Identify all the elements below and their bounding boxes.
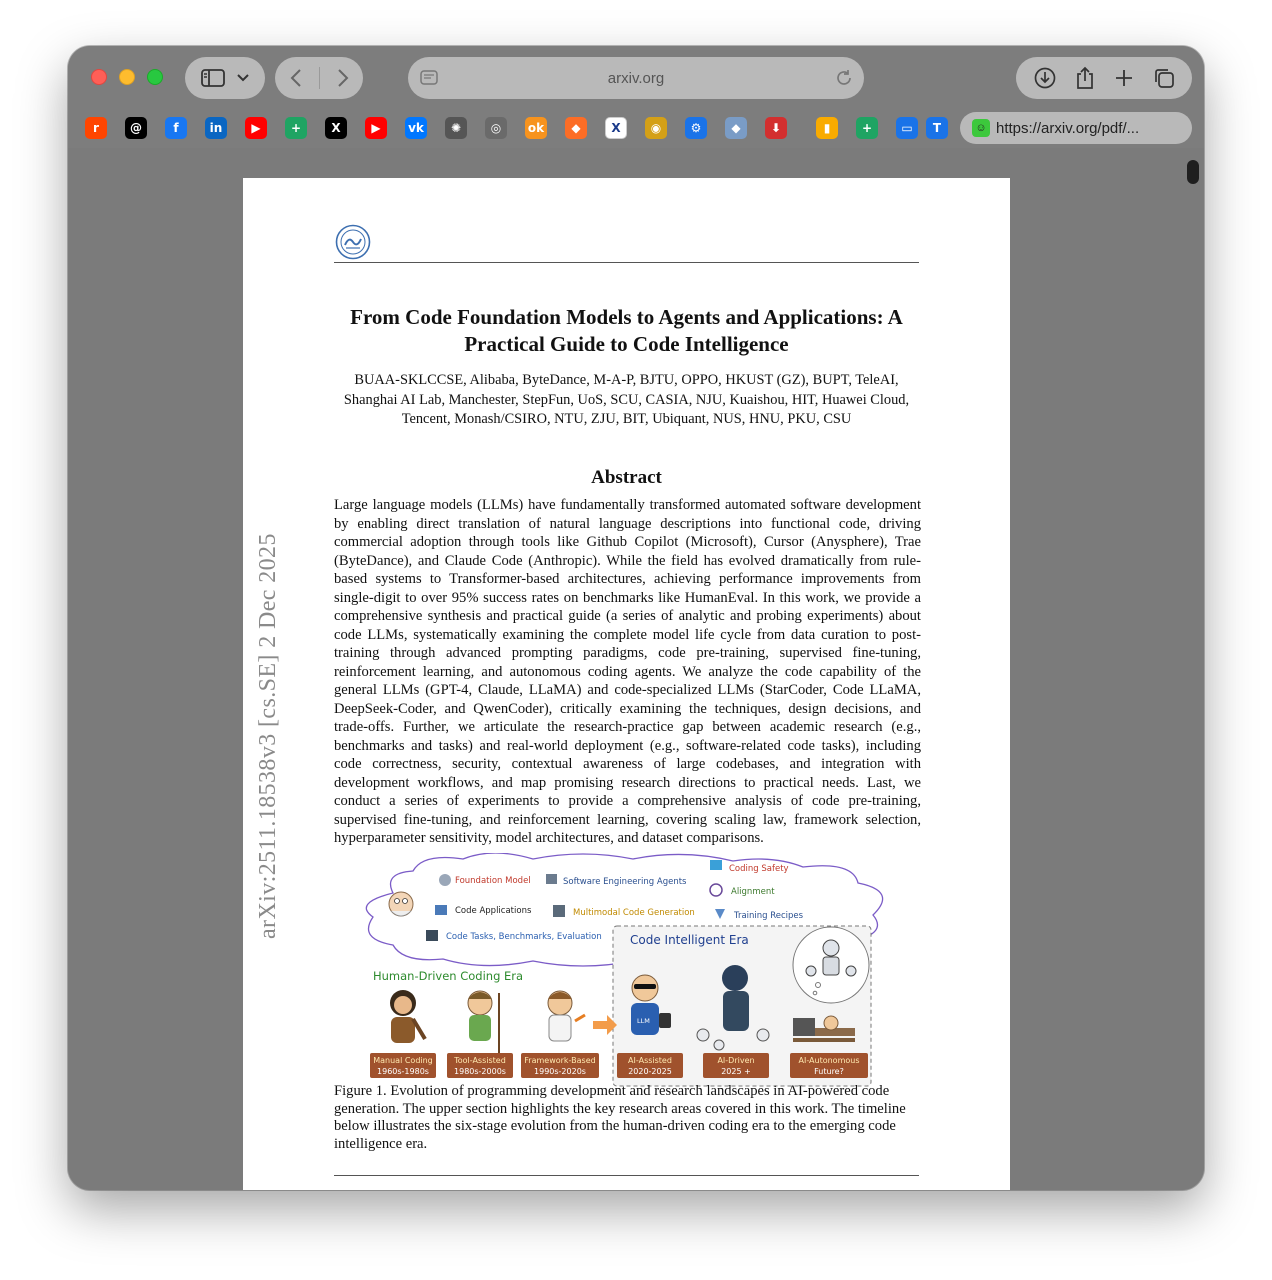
swe-agents-icon	[546, 874, 557, 884]
bookmark-typora-icon[interactable]: T	[926, 117, 948, 139]
stage-years-ai-driven: 2025 +	[721, 1067, 751, 1076]
bookmark-add-sheet-2-icon[interactable]: +	[856, 117, 878, 139]
bookmark-vk-icon[interactable]: vk	[405, 117, 427, 139]
address-text[interactable]: arxiv.org	[607, 69, 665, 87]
active-tab[interactable]	[960, 112, 1192, 144]
stage-years-manual-coding: 1960s-1980s	[377, 1067, 429, 1076]
code-applications-icon	[435, 905, 447, 915]
code-tasks-label: Code Tasks, Benchmarks, Evaluation	[446, 932, 602, 942]
stage-name-ai-autonomous: AI-Autonomous	[798, 1056, 860, 1065]
paper-authors: BUAA-SKLCCSE, Alibaba, ByteDance, M-A-P, BJTU, OPPO, HKUST (GZ), BUPT, TeleAI, Shanghai AI Lab, Manchester, StepFun, UoS, SCU, CASIA, NJU, Kuaishou, HIT, Huawei Cloud, Tencent, Monash/CSIRO, NTU, ZJU, BIT, Ubiquant, NUS, HNU, PKU, CSU	[343, 372, 910, 427]
chevron-down-icon[interactable]	[236, 73, 250, 83]
llm-badge: LLM	[637, 1017, 650, 1025]
bookmark-threads-icon[interactable]: @	[125, 117, 147, 139]
reader-icon[interactable]	[420, 69, 438, 87]
bookmark-facebook-icon[interactable]: f	[165, 117, 187, 139]
bookmark-settings-icon[interactable]: ⚙	[685, 117, 707, 139]
nav-divider	[319, 67, 320, 89]
stage-years-ai-autonomous: Future?	[814, 1067, 844, 1076]
bookmark-linkedin-icon[interactable]: in	[205, 117, 227, 139]
tab-overview-icon[interactable]	[1153, 67, 1175, 89]
tool-assisted-coder	[468, 991, 499, 1053]
multimodal-icon	[553, 905, 565, 917]
bookmark-compass-icon[interactable]: ◎	[485, 117, 507, 139]
abstract-body: Large language models (LLMs) have fundamentally transformed automated software development by enabling direct translation of natural language descriptions into functional code, driving commercial adoption through tools like Github Copilot (Microsoft), Cursor (Anysphere), Trae (ByteDance), and Claude Code (Anthropic). While the field has evolved dramatically from rule-based systems to Transformer-based architectures, achieving performance improvements from single-digit to over 95% success rates on benchmarks like HumanEval. In this work, we provide a comprehensive synthesis and practical guide (a series of analytic and probing experiments) about code LLMs, systematically examining the complete model life cycle from data curation to post-training through advanced prompting paradigms, code pre-training, supervised fine-tuning, reinforcement learning, and autonomous coding agents. We analyze the code capability of the general LLMs (GPT-4, Claude, LLaMA) and code-specialized LLMs (StarCoder, Code LLaMA, DeepSeek-Coder, and QwenCoder), critically examining the techniques, design decisions, and trade-offs. Further, we articulate the research-practice gap between academic research (e.g., benchmarks and tasks) and real-world deployment (e.g., software-related code tasks), including code correctness, security, contextual awareness of large codebases, and integration with development workflows, and map promising research directions to practical needs. Last, we conduct a series of experiments to provide a comprehensive analysis of code pre-training, supervised fine-tuning, and reinforcement learning, covering scaling law, framework selection, hyperparameter sensitivity, model architectures, and dataset comparisons.	[334, 497, 921, 846]
share-icon[interactable]	[1075, 66, 1095, 90]
paper-title: From Code Foundation Models to Agents and Applications: A Practical Guide to Code Intelligence	[350, 305, 903, 356]
figure-caption: Figure 1. Evolution of programming development and research landscapes in AI-powered code generation. The upper section highlights the key research areas covered in this work. The timeline below illustrates the six-stage evolution from the human-driven coding era to the emerging code intelligence era.	[334, 1083, 906, 1152]
manual-coding-caveman	[390, 990, 425, 1043]
alignment-label: Alignment	[731, 887, 775, 897]
title-bar	[68, 46, 1204, 108]
bookmark-gitlab-icon[interactable]: ◆	[565, 117, 587, 139]
foundation-model-icon	[439, 874, 451, 886]
bookmarks-bar	[68, 108, 1204, 148]
bookmark-x-icon[interactable]: X	[325, 117, 347, 139]
back-icon[interactable]	[290, 68, 302, 88]
bookmark-youtube-icon[interactable]: ▶	[245, 117, 267, 139]
zoom-window-button[interactable]	[147, 69, 163, 85]
arxiv-stamp: arXiv:2511.18538v3 [cs.SE] 2 Dec 2025	[255, 533, 281, 939]
figure-1	[353, 853, 893, 1088]
swe-agents-label: Software Engineering Agents	[563, 877, 687, 887]
bookmark-owl-icon[interactable]: ◉	[645, 117, 667, 139]
reload-icon[interactable]	[834, 68, 854, 88]
abstract-heading: Abstract	[591, 467, 662, 488]
bookmark-add-sheet-icon[interactable]: +	[285, 117, 307, 139]
forward-icon[interactable]	[337, 68, 349, 88]
foundation-model-label: Foundation Model	[455, 876, 531, 886]
sidebar-icon[interactable]	[201, 69, 225, 87]
pdf-page	[243, 178, 1010, 1190]
stage-name-framework-based: Framework-Based	[524, 1056, 596, 1065]
footer-rule	[334, 1175, 919, 1176]
human-driven-era-label: Human-Driven Coding Era	[373, 969, 524, 983]
bookmark-openai-icon[interactable]: ✺	[445, 117, 467, 139]
framework-based-coder	[548, 991, 585, 1041]
stage-name-tool-assisted: Tool-Assisted	[454, 1056, 506, 1065]
multimodal-label: Multimodal Code Generation	[573, 908, 695, 918]
training-recipes-label: Training Recipes	[734, 911, 804, 921]
header-rule	[334, 262, 919, 263]
stage-name-ai-driven: AI-Driven	[717, 1056, 755, 1065]
bookmark-download-red-icon[interactable]: ⬇	[765, 117, 787, 139]
close-window-button[interactable]	[91, 69, 107, 85]
stage-years-framework-based: 1990s-2020s	[534, 1067, 586, 1076]
address-bar[interactable]	[408, 57, 864, 99]
stage-name-manual-coding: Manual Coding	[373, 1056, 433, 1065]
code-applications-label: Code Applications	[455, 906, 532, 916]
coding-safety-icon	[710, 860, 722, 870]
bookmark-odnoklassniki-icon[interactable]: ok	[525, 117, 547, 139]
university-seal-logo	[335, 224, 371, 260]
bookmark-window-icon[interactable]: ▭	[896, 117, 918, 139]
toolbar-actions	[1016, 57, 1192, 99]
coding-safety-label: Coding Safety	[729, 864, 789, 874]
stage-years-tool-assisted: 1980s-2000s	[454, 1067, 506, 1076]
download-icon[interactable]	[1034, 67, 1056, 89]
browser-window	[68, 46, 1204, 1190]
code-intelligent-era-label: Code Intelligent Era	[630, 933, 749, 947]
new-tab-icon[interactable]	[1114, 68, 1134, 88]
bookmark-gem-icon[interactable]: ◆	[725, 117, 747, 139]
pdf-viewport[interactable]	[68, 148, 1204, 1190]
tab-url[interactable]: https://arxiv.org/pdf/...	[996, 119, 1140, 137]
bookmark-youtube-2-icon[interactable]: ▶	[365, 117, 387, 139]
sidebar-toggle-group[interactable]	[185, 57, 265, 99]
minimize-window-button[interactable]	[119, 69, 135, 85]
bookmark-x-2-icon[interactable]: X	[605, 117, 627, 139]
stage-name-ai-assisted: AI-Assisted	[628, 1056, 672, 1065]
smiley-favicon-icon: ☺	[972, 119, 990, 137]
scrollbar-thumb[interactable]	[1187, 160, 1199, 184]
navigation-group	[275, 57, 363, 99]
stage-years-ai-assisted: 2020-2025	[628, 1067, 672, 1076]
bookmark-reddit-icon[interactable]: r	[85, 117, 107, 139]
bookmark-analytics-icon[interactable]: ▮	[816, 117, 838, 139]
code-tasks-icon	[426, 930, 438, 941]
